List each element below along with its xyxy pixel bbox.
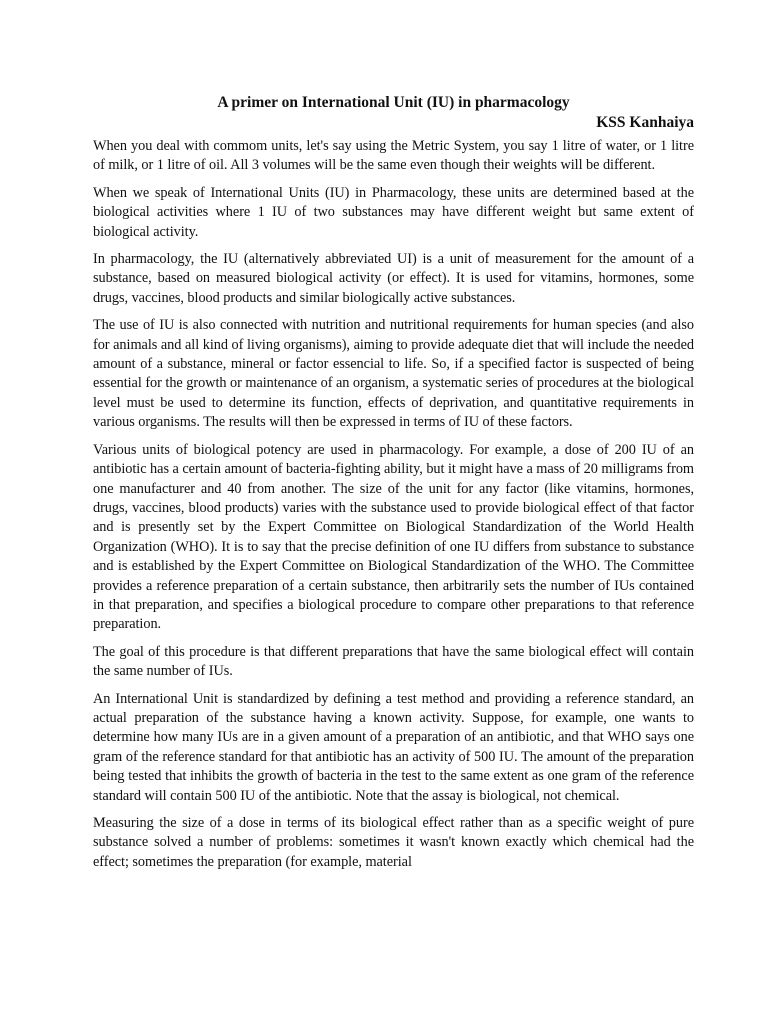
document-page	[93, 93, 694, 880]
author-name: KSS Kanhaiya	[596, 114, 694, 131]
paragraph-5: Various units of biological potency are used in pharmacology. For example, a dose of 200 IU of an antibiotic has a certain amount of bacteria-fighting ability, but it might have a mass of 20 milligrams from one manufacturer and 40 from another. The size of the unit for any factor (like vitamins, hormones, drugs, vaccines, blood products) varies with the substance used to provide biological effect of that factor and is presently set by the Expert Committee on Biological Standardization of the World Health Organization (WHO). It is to say that the precise definition of one IU differs from substance to substance and is established by the Expert Committee on Biological Standardization of the WHO. The Committee provides a reference preparation of a certain substance, then arbitrarily sets the number of IUs contained in that preparation, and specifies a biological procedure to compare other preparations to that reference preparation.	[93, 441, 694, 633]
paragraph-7: An International Unit is standardized by defining a test method and providing a reference standard, an actual preparation of the substance having a known activity. Suppose, for example, one wants to determine how many IUs are in a given amount of a preparation of an antibiotic, and that WHO says one gram of the reference standard for that antibiotic has an activity of 500 IU. The amount of the preparation being tested that inhibits the growth of bacteria in the test to the same extent as one gram of the reference standard will contain 500 IU of the antibiotic. Note that the assay is biological, not chemical.	[93, 690, 694, 804]
paragraph-6: The goal of this procedure is that different preparations that have the same biological effect will contain the same number of IUs.	[93, 643, 694, 680]
paragraph-3: In pharmacology, the IU (alternatively abbreviated UI) is a unit of measurement for the amount of a substance, based on measured biological activity (or effect). It is used for vitamins, hormones, some drugs, vaccines, blood products and similar biologically active substances.	[93, 251, 694, 306]
paragraph-8: Measuring the size of a dose in terms of its biological effect rather than as a specific weight of pure substance solved a number of problems: sometimes it wasn't known exactly which chemical had the effect; sometimes the preparation (for example, material	[93, 815, 694, 870]
page-title: A primer on International Unit (IU) in pharmacology	[217, 94, 570, 111]
paragraph-1: When you deal with commom units, let's say using the Metric System, you say 1 litre of water, or 1 litre of milk, or 1 litre of oil. All 3 volumes will be the same even though their weights will be different.	[93, 138, 694, 174]
paragraph-2: When we speak of International Units (IU) in Pharmacology, these units are determined based at the biological activities where 1 IU of two substances may have different weight but same extent of biological activity.	[93, 184, 694, 240]
paragraph-4: The use of IU is also connected with nutrition and nutritional requirements for human species (and also for animals and all kind of living organisms), aiming to provide adequate diet that will include the needed amount of a substance, mineral or factor essencial to life. So, if a specified factor is suspected of being essential for the growth or maintenance of an organism, a systematic series of procedures at the biological level must be used to determine its function, effects of deprivation, and quantitative requirements in various organisms. The results will then be expressed in terms of IU of these factors.	[93, 317, 694, 431]
